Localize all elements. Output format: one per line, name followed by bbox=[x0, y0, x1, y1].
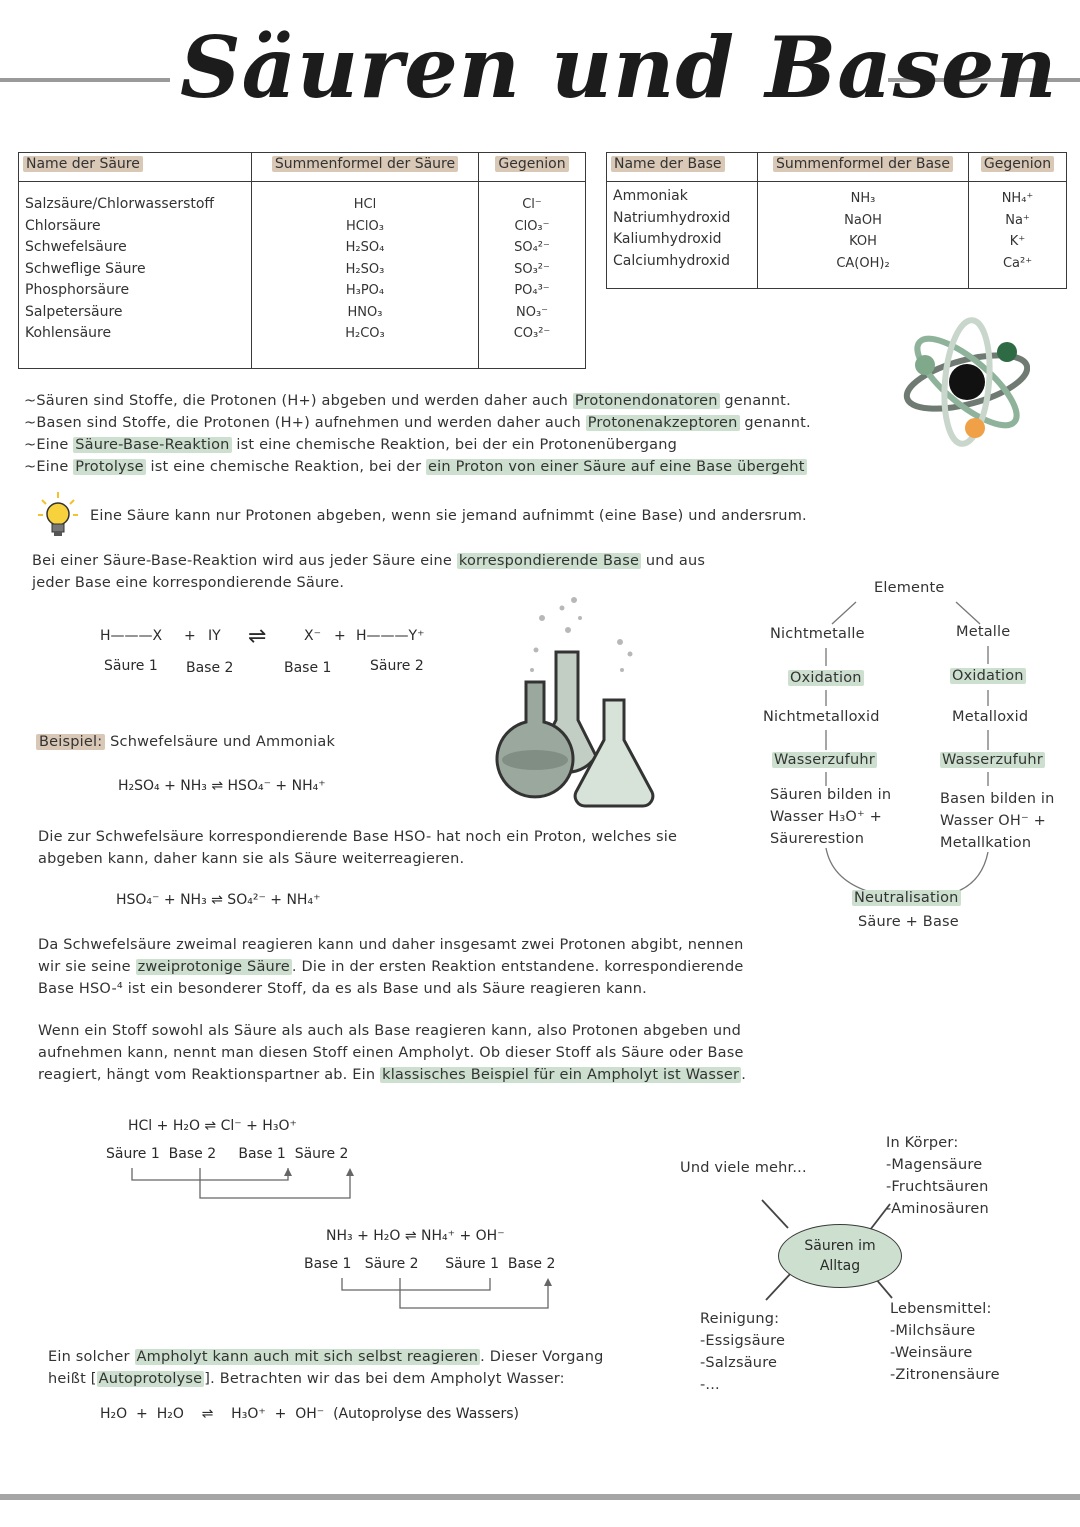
eq-term: X⁻ bbox=[304, 628, 321, 644]
base-ions-list bbox=[975, 188, 1060, 274]
alltag-center-line: Alltag bbox=[819, 1258, 861, 1274]
acid-formula: H₃PO₄ bbox=[345, 283, 385, 298]
base-formula: NaOH bbox=[844, 212, 882, 228]
acid-name: Salzsäure/Chlorwasserstoff bbox=[25, 196, 215, 212]
acid-names-list bbox=[25, 194, 245, 345]
base-header-formula: Summenformel der Base bbox=[773, 156, 953, 172]
tip-text: Eine Säure kann nur Protonen abgeben, wenn sie jemand aufnimmt (eine Base) und andersrum. bbox=[90, 508, 807, 524]
acid-header-ion: Gegenion bbox=[495, 156, 568, 172]
base-names-list bbox=[613, 186, 751, 272]
acid-name: Chlorsäure bbox=[25, 217, 101, 234]
base-ion: Ca²⁺ bbox=[1002, 255, 1033, 271]
eq-label: Säure 1 bbox=[104, 658, 158, 674]
eq-arrow: ⇌ bbox=[248, 624, 267, 649]
eq-plus: + bbox=[334, 628, 346, 644]
elemente-left-3: Nichtmetalloxid bbox=[763, 709, 880, 725]
acid-header-formula: Summenformel der Säure bbox=[272, 156, 458, 172]
atom-icon bbox=[895, 310, 1030, 450]
base-ion: NH₄⁺ bbox=[1001, 191, 1034, 206]
beispiel-equation-2: HSO₄⁻ + NH₃ ⇌ SO₄²⁻ + NH₄⁺ bbox=[116, 892, 321, 908]
base-header-name: Name der Base bbox=[611, 156, 725, 172]
definition-base: ~Basen sind Stoffe, die Protonen (H+) aufnehmen und werden daher auch Protonenakzeptoren genannt. bbox=[24, 415, 811, 431]
neutralisation-label: Neutralisation bbox=[854, 890, 959, 906]
autoprotolyse-equation: H₂O + H₂O ⇌ H₃O⁺ + OH⁻ (Autoprolyse des Wassers) bbox=[100, 1406, 519, 1422]
acid-name: Schwefelsäure bbox=[25, 239, 127, 255]
alltag-food: Lebensmittel: -Milchsäure -Weinsäure -Zitronensäure bbox=[890, 1301, 1000, 1383]
alltag-more: Und viele mehr... bbox=[680, 1160, 807, 1176]
base-formula: CA(OH)₂ bbox=[836, 255, 890, 271]
base-header-ion: Gegenion bbox=[981, 156, 1054, 172]
base-name: Calciumhydroxid bbox=[613, 252, 731, 269]
elemente-root: Elemente bbox=[874, 580, 945, 596]
base-formulas-list bbox=[764, 188, 962, 274]
base-formula: KOH bbox=[849, 234, 877, 249]
alltag-center-line: Säuren im bbox=[804, 1238, 876, 1254]
hcl-bracket-lines bbox=[120, 1166, 380, 1206]
alltag-cleaning: Reinigung: -Essigsäure -Salzsäure -... bbox=[700, 1311, 786, 1393]
ampholyt-paragraph: Wenn ein Stoff sowohl als Säure als auch als Base reagieren kann, also Protonen abgeben und aufnehmen kann, nennt man diesen Stoff einen Ampholyt. Ob dieser Stoff als Säure oder Base reagiert, hängt vom Reaktionspartner ab. Ein klassisches Beispiel für ein Ampholyt ist Wasser . bbox=[38, 1023, 746, 1083]
eq-term: H———Y⁺ bbox=[356, 628, 425, 644]
base-ion: Na⁺ bbox=[1005, 212, 1030, 228]
acid-ion: ClO₃⁻ bbox=[514, 218, 550, 234]
hcl-equation-labels: Säure 1 Base 2 Base 1 Säure 2 bbox=[106, 1146, 349, 1162]
definitions-block bbox=[24, 390, 811, 478]
elemente-right-4: Wasserzufuhr bbox=[942, 752, 1043, 768]
acid-ion: PO₄³⁻ bbox=[514, 283, 550, 298]
autoprotolyse-paragraph: Ein solcher Ampholyt kann auch mit sich selbst reagieren . Dieser Vorgang heißt [ Autoprotolyse ]. Betrachten wir das bei dem Ampholyt Wasser: bbox=[48, 1349, 604, 1387]
elemente-left-2: Oxidation bbox=[790, 670, 862, 686]
acid-header-name: Name der Säure bbox=[23, 156, 143, 172]
base-table bbox=[606, 152, 1067, 289]
eq-term: IY bbox=[208, 628, 221, 644]
definition-reaction: ~Eine Säure-Base-Reaktion ist eine chemische Reaktion, bei der ein Protonenübergang bbox=[24, 437, 678, 453]
beispiel-equation-1: H₂SO₄ + NH₃ ⇌ HSO₄⁻ + NH₄⁺ bbox=[118, 778, 326, 794]
neutralisation-sub: Säure + Base bbox=[858, 914, 959, 930]
title-rule-left bbox=[0, 78, 170, 82]
hcl-equation: HCl + H₂O ⇌ Cl⁻ + H₃O⁺ bbox=[128, 1118, 297, 1134]
nh3-equation-labels: Base 1 Säure 2 Säure 1 Base 2 bbox=[304, 1256, 556, 1272]
eq-label: Base 2 bbox=[186, 660, 234, 676]
acid-formulas-list bbox=[258, 194, 472, 345]
alltag-body: In Körper: -Magensäure -Fruchtsäuren -Aminosäuren bbox=[886, 1135, 989, 1217]
nh3-bracket-lines bbox=[330, 1276, 560, 1312]
acid-ion: SO₄²⁻ bbox=[514, 240, 550, 255]
acid-ion: NO₃⁻ bbox=[515, 304, 549, 320]
nh3-equation: NH₃ + H₂O ⇌ NH₄⁺ + OH⁻ bbox=[326, 1228, 505, 1244]
alltag-center-oval bbox=[778, 1224, 902, 1288]
acid-formula: H₂CO₃ bbox=[345, 326, 385, 341]
acid-name: Phosphorsäure bbox=[25, 282, 130, 298]
acid-formula: H₂SO₄ bbox=[345, 240, 385, 255]
base-name: Natriumhydroxid bbox=[613, 209, 731, 226]
acid-ion: Cl⁻ bbox=[522, 197, 542, 212]
acid-formula: HNO₃ bbox=[347, 304, 383, 320]
elemente-right-1: Metalle bbox=[956, 624, 1011, 640]
acid-formula: H₂SO₃ bbox=[345, 261, 385, 277]
eq-plus: + bbox=[184, 628, 196, 644]
beispiel-paragraph: Die zur Schwefelsäure korrespondierende Base HSO- hat noch ein Proton, welches sie abgeben kann, daher kann sie als Säure weiterreagieren. bbox=[38, 829, 678, 867]
acid-ion: CO₃²⁻ bbox=[513, 326, 551, 341]
acid-formula: HClO₃ bbox=[346, 218, 384, 234]
flask-icon bbox=[492, 590, 662, 820]
eq-label: Säure 2 bbox=[370, 658, 424, 674]
elemente-left-4: Wasserzufuhr bbox=[774, 752, 875, 768]
lightbulb-icon bbox=[36, 490, 80, 540]
beispiel-heading: Beispiel: Schwefelsäure und Ammoniak bbox=[36, 734, 335, 750]
acid-formula: HCl bbox=[353, 197, 377, 212]
acid-name: Schweflige Säure bbox=[25, 260, 146, 277]
base-name: Kaliumhydroxid bbox=[613, 231, 722, 247]
elemente-right-result: Basen bilden in Wasser OH⁻ + Metallkation bbox=[940, 791, 1055, 851]
acid-name: Salpetersäure bbox=[25, 303, 123, 320]
definition-acid: ~Säuren sind Stoffe, die Protonen (H+) abgeben und werden daher auch Protonendonatoren genannt. bbox=[24, 393, 791, 409]
elemente-left-result: Säuren bilden in Wasser H₃O⁺ + Säurerestion bbox=[770, 787, 892, 847]
eq-term: H———X bbox=[100, 628, 163, 644]
page-title: Säuren und Basen bbox=[180, 18, 1058, 117]
acid-ions-list bbox=[485, 194, 579, 345]
zweiprotonig-paragraph: Da Schwefelsäure zweimal reagieren kann und daher insgesamt zwei Protonen abgibt, nennen wir sie seine zweiprotonige Säure . Die in der ersten Reaktion entstandene. korrespondierende Base HSO-⁴ ist ein besonderer Stoff, da es als Base und als Säure reagieren kann. bbox=[38, 937, 744, 997]
acid-name: Kohlensäure bbox=[25, 325, 112, 341]
base-ion: K⁺ bbox=[1009, 234, 1026, 249]
bottom-rule bbox=[0, 1494, 1080, 1500]
base-formula: NH₃ bbox=[850, 191, 876, 206]
elemente-left-1: Nichtmetalle bbox=[770, 626, 865, 642]
elemente-right-2: Oxidation bbox=[952, 668, 1024, 684]
definition-protolyse: ~Eine Protolyse ist eine chemische Reaktion, bei der ein Proton von einer Säure auf eine Base übergeht bbox=[24, 459, 805, 475]
elemente-right-3: Metalloxid bbox=[952, 709, 1029, 725]
acid-ion: SO₃²⁻ bbox=[514, 261, 550, 277]
eq-label: Base 1 bbox=[284, 660, 332, 676]
korrespondierend-text: Bei einer Säure-Base-Reaktion wird aus jeder Säure eine korrespondierende Base und aus jeder Base eine korrespondierende Säure. bbox=[32, 553, 706, 591]
base-name: Ammoniak bbox=[613, 188, 688, 204]
general-equation bbox=[100, 624, 460, 688]
acid-table bbox=[18, 152, 586, 369]
